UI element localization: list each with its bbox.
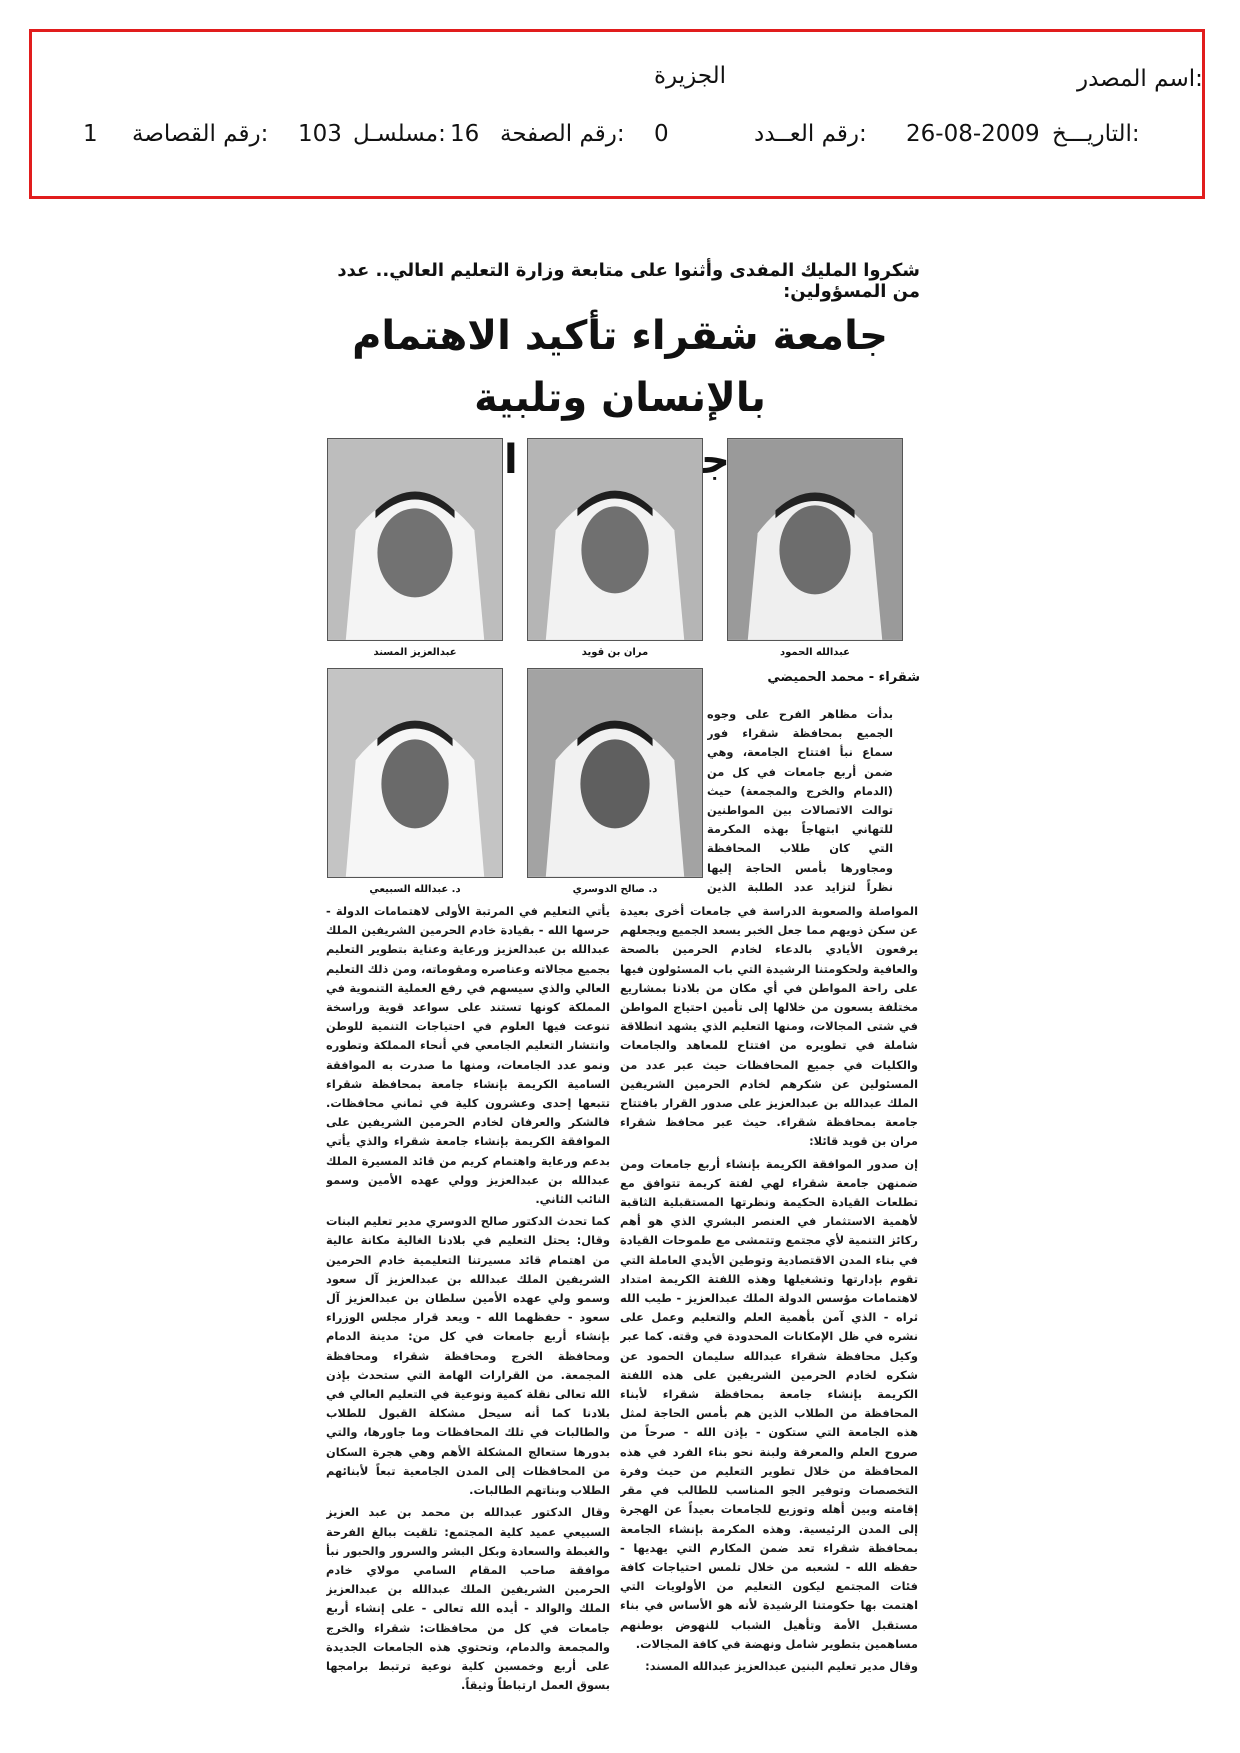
clip-value: 1 [83, 121, 98, 147]
issue-value: 0 [654, 121, 669, 147]
serial-label: مسلسـل: [353, 121, 446, 147]
headline-line-1: جامعة شقراء تأكيد الاهتمام بالإنسان وتلبية [352, 313, 888, 421]
page-label: رقم الصفحة: [500, 121, 625, 147]
photo-caption: عبدالله الحمود [780, 647, 850, 658]
date-value: 26-08-2009 [906, 121, 1040, 147]
photo-caption: د. صالح الدوسري [572, 884, 658, 895]
photo-caption: عبدالعزيز المسند [373, 647, 457, 658]
byline: شقراء - محمد الحميضي [767, 670, 920, 685]
paragraph: كما تحدث الدكتور صالح الدوسري مدير تعليم البنات وقال: يحتل التعليم في بلادنا الغالية مكانة عالية من اهتمام قائد مسيرتنا التعليمية خادم الحرمين الشريفين الملك عبدالله بن عبدالعزيز آل سعود وسمو ولي عهده الأمين سلطان بن عبدالعزيز آل سعود - حفظهما الله - ويعد قرار مجلس الوزراء بإنشاء أربع جامعات في كل من: مدينة الدمام ومحافظة الخرج ومحافظة شقراء ومحافظة المجمعة. من القرارات الهامة التي ستحدث بإذن الله تعالى نقلة كمية ونوعية في التعليم العالي في بلادنا كما أنه سيحل مشكلة القبول للطلاب والطالبات في تلك المحافظات وما جاورها، والتي بدورها ستعالج المشكلة الأهم وهي هجرة السكان من المحافظات إلى المدن الجامعية تبعاً لأبنائهم الطلاب وبناتهم الطالبات. [326, 1214, 610, 1498]
article-kicker: شكروا المليك المفدى وأثنوا على متابعة وزارة التعليم العالي.. عدد من المسؤولين: [337, 260, 920, 302]
article-column-left [326, 902, 610, 1692]
portrait-photo [727, 438, 903, 641]
portrait-photo [327, 668, 503, 878]
source-value: الجزيرة [654, 63, 727, 89]
portrait-image [528, 439, 702, 640]
portrait-image [328, 669, 502, 877]
paragraph: يأتي التعليم في المرتبة الأولى لاهتمامات الدولة - حرسها الله - بقيادة خادم الحرمين الشريفين الملك عبدالله بن عبدالعزيز ورعاية وعناية بتطوير التعليم بجميع مجالاته وعناصره ومقوماته، ومن ذلك التعليم العالي والذي سيسهم في رفع العملية التنموية في المملكة كونها تستند على سواعد قوية وراسخة تنوعت فيها العلوم في احتياجات التنمية للوطن وانتشار التعليم الجامعي في أنحاء المملكة وتطوره ونمو عدد الجامعات، ومنها ما صدرت به الموافقة السامية الكريمة بإنشاء جامعة بمحافظة شقراء تتبعها إحدى وعشرون كلية في ثماني محافظات. فالشكر والعرفان لخادم الحرمين الشريفين على الموافقة الكريمة بإنشاء جامعة شقراء والذي يأتي بدعم ورعاية واهتمام كريم من قائد المسيرة الملك عبدالله بن عبدالعزيز وولي عهده الأمين وسمو النائب الثاني. [326, 904, 610, 1207]
article-column-right [620, 902, 918, 1692]
page-value: 16 [450, 121, 480, 147]
photo-caption: مران بن قويد [581, 647, 649, 658]
paragraph: وقال الدكتور عبدالله بن محمد بن عبد العزيز السبيعي عميد كلية المجتمع: تلقيت ببالغ الفرحة والغبطة والسعادة وبكل البشر والسرور والحبور نبأ موافقة صاحب المقام السامي مولاي خادم الحرمين الشريفين الملك عبدالله بن عبدالعزيز الملك والوالد - أيده الله تعالى - على إنشاء أربع جامعات في كل من محافظات: شقراء والخرج والمجمعة والدمام، وتحتوي هذه الجامعات الجديدة على أربع وخمسين كلية نوعية ترتبط برامجها بسوق العمل ارتباطاً وثيقاً. [326, 1505, 610, 1692]
serial-value: 103 [298, 121, 342, 147]
source-label: اسم المصدر: [1077, 66, 1203, 92]
paragraph: وقال مدير تعليم البنين عبدالعزيز عبدالله المسند: [645, 1658, 918, 1673]
paragraph: إن صدور الموافقة الكريمة بإنشاء أربع جامعات ومن ضمنهن جامعة شقراء لهي لفتة كريمة تتوافق مع تطلعات القيادة الحكيمة ونظرتها المستقبلية الثاقبة لأهمية الاستثمار في العنصر البشري الذي هو أهم ركائز التنمية لأي مجتمع وتتمشى مع طموحات القيادة في بناء المدن الاقتصادية وتوطين الأيدي العاملة التي تقوم بإدارتها وتشغيلها وهذه اللفتة الكريمة امتداد لاهتمامات مؤسس الدولة الملك عبدالعزيز - طيب الله ثراه - الذي آمن بأهمية العلم والتعليم وعمل على نشره في ظل الإمكانات المحدودة في وقته. كما عبر وكيل محافظة شقراء عبدالله سليمان الحمود عن شكره لخادم الحرمين الشريفين على هذه اللفتة الكريمة بإنشاء جامعة بمحافظة شقراء لأبناء المحافظة من الطلاب الذين هم بأمس الحاجة لمثل هذه الجامعة التي ستكون - بإذن الله - صرحاً من صروح العلم والمعرفة ولبنة نحو بناء الفرد في هذه المحافظة من خلال تطوير التعليم من حيث وفرة التخصصات وتوفير الجو المناسب للطالب في مقر إقامته وبين أهله وتوزيع للجامعات بعيداً عن الهجرة إلى المدن الرئيسية. وهذه المكرمة بإنشاء الجامعة بمحافظة شقراء تعد ضمن المكارم التي يهديها - حفظه الله - لشعبه من خلال تلمس احتياجات كافة فئات المجتمع ليكون التعليم من الأولويات التي اهتمت بها حكومتنا الرشيدة لأنه هو الأساس في بناء مستقبل الأمة وتأهيل الشباب للنهوض بوطنهم مساهمين بتطوير شامل ونهضة في كافة المجالات. [620, 1156, 918, 1651]
paragraph: المواصلة والصعوبة الدراسة في جامعات أخرى بعيدة عن سكن ذويهم مما جعل الخبر يسعد الجميع ويجعلهم يرفعون الأيادي بالدعاء لخادم الحرمين بالصحة والعافية ولحكومتنا الرشيدة التي باب المسئولون فيها على راحة المواطن في أي مكان من بلادنا بمشاريع مختلفة يسعون من خلالها إلى تأمين احتياج المواطن في شتى المجالات، ومنها التعليم الذي يشهد انطلاقة شاملة في تطويره من افتتاح للمعاهد والجامعات والكليات في جميع المحافظات حيث عبر عدد من المسئولين عن شكرهم لخادم الحرمين الشريفين الملك عبدالله بن عبدالعزيز على صدور القرار بافتتاح جامعة بمحافظة شقراء. حيث عبر محافظ شقراء مران بن قويد قائلا: [620, 904, 918, 1149]
paragraph: بدأت مظاهر الفرح على وجوه الجميع بمحافظة شقراء فور سماع نبأ افتتاح الجامعة، وهي ضمن أربع جامعات في كل من (الدمام والخرج والمجمعة) حيث توالت الاتصالات بين المواطنين للتهاني ابتهاجاً بهذه المكرمة التي كان طلاب المحافظة ومجاورها بأمس الحاجة إليها نظراً لتزايد عدد الطلبة الذين [707, 707, 893, 894]
article-clipping [320, 250, 920, 1700]
photo-caption: د. عبدالله السبيعي [369, 884, 461, 895]
date-label: التاريـــخ: [1052, 121, 1140, 147]
source-info-box [29, 29, 1205, 199]
issue-label: رقم العــدد: [754, 121, 867, 147]
portrait-photo [527, 438, 703, 641]
portrait-image [328, 439, 502, 640]
portrait-image [728, 439, 902, 640]
clip-label: رقم القصاصة: [132, 121, 269, 147]
portrait-image [528, 669, 702, 877]
portrait-photo [327, 438, 503, 641]
article-column-right-top [707, 705, 893, 900]
portrait-photo [527, 668, 703, 878]
